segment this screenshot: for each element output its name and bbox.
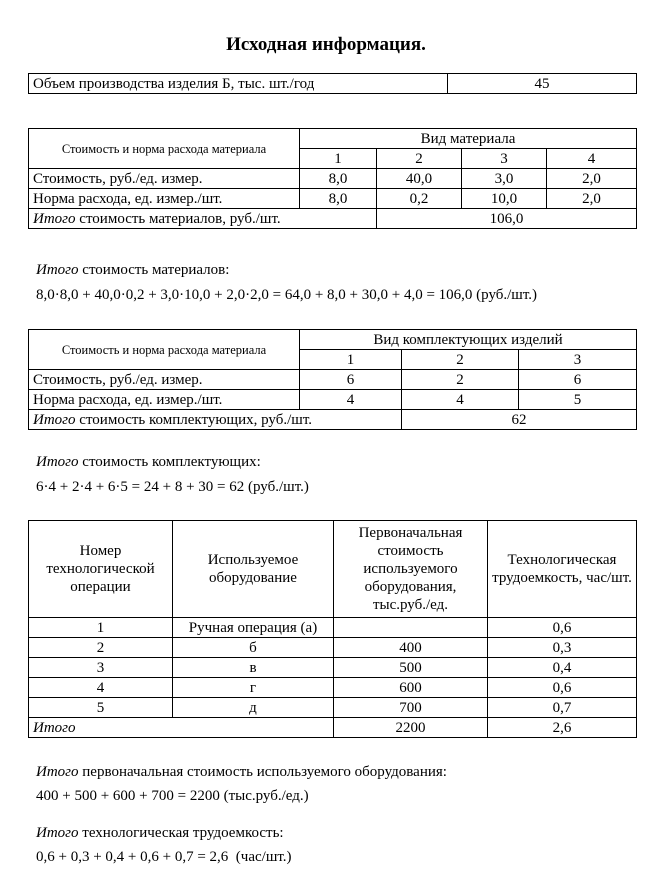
row-label: Норма расхода, ед. измер./шт. (29, 390, 300, 410)
calc-label: технологическая трудоемкость: (78, 825, 284, 841)
row-label: Стоимость, руб./ед. измер. (29, 370, 300, 390)
components-calc-formula: 6·4 + 2·4 + 6·5 = 24 + 8 + 30 = 62 (руб./шт.) (36, 479, 309, 495)
calc-italic: Итого (36, 825, 79, 841)
header-operation-number: Номер технологической операции (29, 521, 173, 618)
cell: 600 (334, 678, 488, 698)
table-row (29, 370, 637, 390)
cell: 400 (334, 638, 488, 658)
cell: 700 (334, 698, 488, 718)
cell (334, 618, 488, 638)
labor-calc-formula: 0,6 + 0,3 + 0,4 + 0,6 + 0,7 = 2,6 (час/шт.) (36, 849, 292, 865)
cell: 0,4 (488, 658, 637, 678)
col-header: 1 (300, 350, 402, 370)
cell: 0,7 (488, 698, 637, 718)
col-header: 3 (462, 149, 547, 169)
cell: 3,0 (462, 169, 547, 189)
cell: 2,0 (547, 189, 637, 209)
cell: 3 (29, 658, 173, 678)
col-header: 2 (402, 350, 519, 370)
calc-italic: Итого (36, 262, 79, 278)
components-group-header: Вид комплектующих изделий (300, 330, 637, 350)
table-row (29, 189, 637, 209)
total-value: 106,0 (377, 209, 637, 229)
cell: г (173, 678, 334, 698)
page-title: Исходная информация. (226, 34, 426, 55)
header-initial-cost: Первоначальная стоимость используемого оборудования, тыс.руб./ед. (334, 521, 488, 618)
cell: 5 (29, 698, 173, 718)
total-labor: 2,6 (488, 718, 637, 738)
table-row (29, 658, 637, 678)
components-corner-header: Стоимость и норма расхода материала (29, 330, 300, 370)
labor-calc-heading (36, 825, 284, 842)
col-header: 2 (377, 149, 462, 169)
total-italic: Итого (33, 719, 76, 736)
row-label: Стоимость, руб./ед. измер. (29, 169, 300, 189)
cell: 0,3 (488, 638, 637, 658)
cell: 6 (519, 370, 637, 390)
cell: 4 (300, 390, 402, 410)
equipment-calc-formula: 400 + 500 + 600 + 700 = 2200 (тыс.руб./ед.) (36, 788, 309, 804)
calc-label: первоначальная стоимость используемого оборудования: (78, 764, 447, 780)
table-row (29, 638, 637, 658)
total-label (29, 718, 334, 738)
table-row (29, 618, 637, 638)
cell: б (173, 638, 334, 658)
materials-corner-header: Стоимость и норма расхода материала (29, 129, 300, 169)
cell: в (173, 658, 334, 678)
cell: 8,0 (300, 169, 377, 189)
materials-calc-heading (36, 262, 229, 279)
table-row (29, 390, 637, 410)
total-row (29, 718, 637, 738)
total-row (29, 209, 637, 229)
cell: 500 (334, 658, 488, 678)
total-label (29, 410, 402, 430)
cell: 0,6 (488, 678, 637, 698)
table-row (29, 678, 637, 698)
cell: 4 (402, 390, 519, 410)
cell: 2 (29, 638, 173, 658)
cell: 4 (29, 678, 173, 698)
volume-label: Объем производства изделия Б, тыс. шт./год (29, 74, 448, 94)
cell: 6 (300, 370, 402, 390)
total-value: 62 (402, 410, 637, 430)
cell: 0,2 (377, 189, 462, 209)
total-text: стоимость материалов, руб./шт. (75, 210, 281, 227)
calc-italic: Итого (36, 454, 79, 470)
col-header: 3 (519, 350, 637, 370)
total-italic: Итого (33, 411, 76, 428)
cell: 0,6 (488, 618, 637, 638)
materials-table (28, 128, 637, 229)
header-equipment: Используемое оборудование (173, 521, 334, 618)
total-italic: Итого (33, 210, 76, 227)
header-labor-intensity: Технологическая трудоемкость, час/шт. (488, 521, 637, 618)
total-row (29, 410, 637, 430)
components-calc-heading (36, 454, 261, 471)
calc-label: стоимость комплектующих: (78, 454, 261, 470)
total-text: стоимость комплектующих, руб./шт. (75, 411, 313, 428)
calc-italic: Итого (36, 764, 79, 780)
total-label (29, 209, 377, 229)
calc-label: стоимость материалов: (78, 262, 230, 278)
equipment-calc-heading (36, 764, 447, 781)
cell: 8,0 (300, 189, 377, 209)
row-label: Норма расхода, ед. измер./шт. (29, 189, 300, 209)
cell: 40,0 (377, 169, 462, 189)
table-row (29, 74, 637, 94)
table-row (29, 698, 637, 718)
cell: 10,0 (462, 189, 547, 209)
col-header: 1 (300, 149, 377, 169)
materials-group-header: Вид материала (300, 129, 637, 149)
total-cost: 2200 (334, 718, 488, 738)
col-header: 4 (547, 149, 637, 169)
cell: 5 (519, 390, 637, 410)
cell: 2,0 (547, 169, 637, 189)
operations-table (28, 520, 637, 738)
materials-calc-formula: 8,0·8,0 + 40,0·0,2 + 3,0·10,0 + 2,0·2,0 = 64,0 + 8,0 + 30,0 + 4,0 = 106,0 (руб./шт.) (36, 287, 538, 303)
cell: 2 (402, 370, 519, 390)
cell: Ручная операция (а) (173, 618, 334, 638)
volume-table (28, 73, 637, 94)
cell: 1 (29, 618, 173, 638)
volume-value: 45 (448, 74, 637, 94)
components-table (28, 329, 637, 430)
table-row (29, 169, 637, 189)
cell: д (173, 698, 334, 718)
